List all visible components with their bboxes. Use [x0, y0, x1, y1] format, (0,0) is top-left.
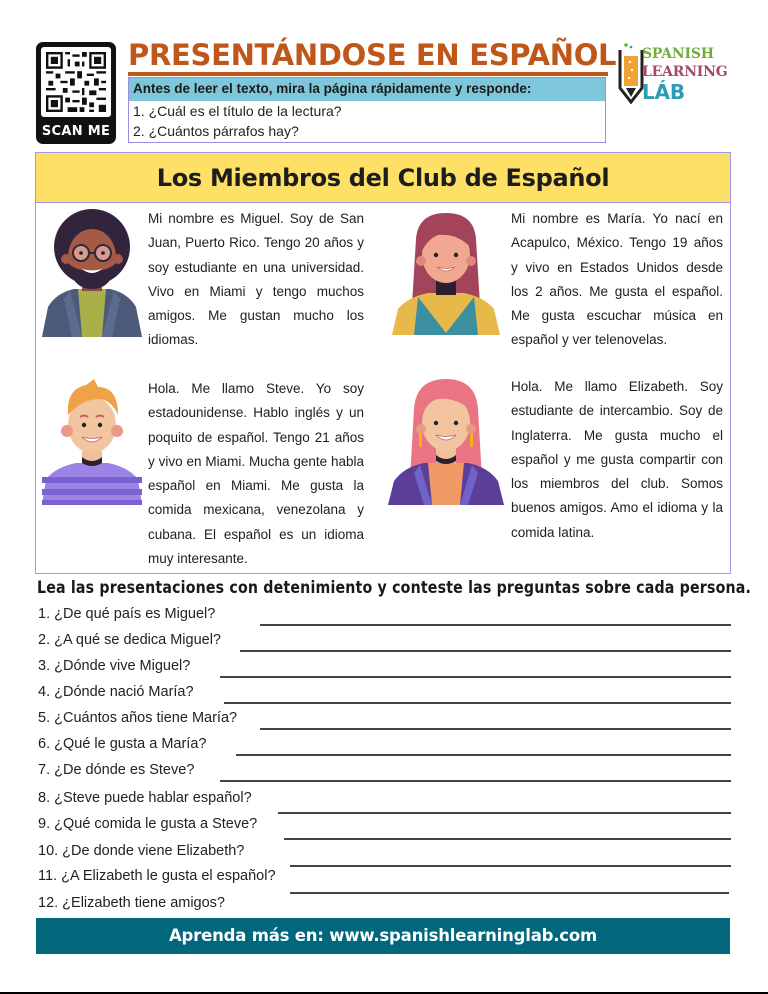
exercise-instructions: Lea las presentaciones con detenimiento y conteste las preguntas sobre cada persona.	[37, 578, 752, 597]
question-text: 10. ¿De donde viene Elizabeth?	[38, 843, 245, 859]
title-underline	[128, 72, 608, 76]
question-row	[38, 868, 731, 890]
bio-elizabeth: Hola. Me llamo Elizabeth. Soy estudiante de intercambio. Soy de Inglaterra. Me gusta mucho el español y me gusta compartir con los miembros del club. Somos buenos amigos. Amo el idioma y la comida latina.	[511, 379, 723, 540]
answer-line[interactable]	[290, 892, 729, 894]
answer-line[interactable]	[224, 702, 731, 704]
question-row	[38, 895, 731, 917]
answer-line[interactable]	[290, 865, 731, 867]
question-text: 3. ¿Dónde vive Miguel?	[38, 658, 191, 674]
question-row	[38, 658, 731, 680]
prereading-question: 2. ¿Cuántos párrafos hay?	[133, 123, 299, 139]
question-text: 7. ¿De dónde es Steve?	[38, 762, 195, 778]
bio-miguel: Mi nombre es Miguel. Soy de San Juan, Puerto Rico. Tengo 20 años y soy estudiante en una universidad. Vivo en Miami y tengo muchos amigos. Me gustan mucho los idiomas.	[148, 211, 364, 348]
question-row	[38, 816, 731, 838]
question-row	[38, 843, 731, 865]
page-title: PRESENTÁNDOSE EN ESPAÑOL	[128, 38, 617, 72]
answer-line[interactable]	[220, 676, 731, 678]
footer-link[interactable]: Aprenda más en: www.spanishlearninglab.com	[168, 926, 598, 945]
question-text: 5. ¿Cuántos años tiene María?	[38, 710, 238, 726]
spanish-learning-lab-logo	[612, 40, 742, 110]
answer-line[interactable]	[260, 728, 731, 730]
footer-banner	[36, 918, 730, 954]
answer-line[interactable]	[236, 754, 731, 756]
prereading-box	[128, 77, 606, 143]
qr-code-pattern	[41, 47, 111, 117]
question-row	[38, 790, 731, 812]
question-text: 6. ¿Qué le gusta a María?	[38, 736, 207, 752]
question-text: 9. ¿Qué comida le gusta a Steve?	[38, 816, 258, 832]
qr-icon	[46, 52, 106, 112]
logo-text-spanish: SPANISH	[642, 46, 714, 62]
woman-pink-hair-avatar	[388, 375, 504, 505]
prereading-question: 1. ¿Cuál es el título de la lectura?	[133, 103, 342, 119]
question-text: 12. ¿Elizabeth tiene amigos?	[38, 895, 225, 911]
question-text: 2. ¿A qué se dedica Miguel?	[38, 632, 221, 648]
question-text: 1. ¿De qué país es Miguel?	[38, 606, 216, 622]
question-row	[38, 606, 731, 628]
man-afro-glasses-avatar	[42, 209, 142, 337]
woman-red-hair-avatar	[388, 209, 504, 335]
question-row	[38, 684, 731, 706]
qr-code	[36, 42, 116, 144]
answer-line[interactable]	[220, 780, 731, 782]
question-text: 8. ¿Steve puede hablar español?	[38, 790, 252, 806]
bio-maria: Mi nombre es María. Yo nací en Acapulco, México. Tengo 19 años y vivo en Estados Unidos desde los 2 años. Me gusta el español. Me gusta escuchar música en español y ver telenovelas.	[511, 211, 723, 348]
reading-box	[35, 152, 731, 574]
prereading-heading: Antes de leer el texto, mira la página rápidamente y responde:	[129, 78, 605, 101]
scan-me-label: SCAN ME	[41, 124, 111, 139]
logo-text-learning: LEARNING	[642, 64, 728, 80]
question-row	[38, 736, 731, 758]
question-text: 11. ¿A Elizabeth le gusta el español?	[38, 868, 276, 884]
question-row	[38, 762, 731, 784]
answer-line[interactable]	[240, 650, 731, 652]
logo-text-lab: LÁB	[642, 80, 685, 104]
question-text: 4. ¿Dónde nació María?	[38, 684, 194, 700]
answer-line[interactable]	[260, 624, 731, 626]
man-blond-striped-shirt-avatar	[42, 379, 142, 505]
reading-title: Los Miembros del Club de Español	[36, 153, 730, 203]
question-row	[38, 710, 731, 732]
answer-line[interactable]	[278, 812, 731, 814]
question-row	[38, 632, 731, 654]
answer-line[interactable]	[284, 838, 731, 840]
bio-steve: Hola. Me llamo Steve. Yo soy estadounidense. Hablo inglés y un poquito de español. Tengo 21 años y vivo en Miami. Mucha gente habla español en Miami. Me gusta la comida mexicana, venezolana y cubana. El español es un idioma muy interesante.	[148, 381, 364, 567]
